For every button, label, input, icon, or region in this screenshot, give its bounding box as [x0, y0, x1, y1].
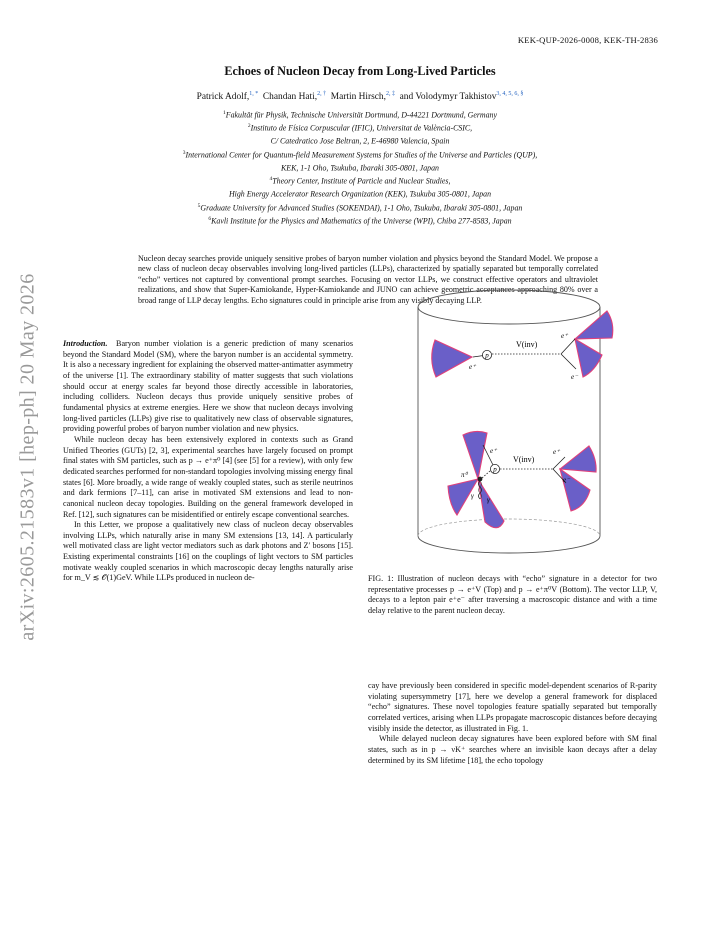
author-mark[interactable]: 2, ‡ [385, 91, 395, 97]
report-number: KEK-QUP-2026-0008, KEK-TH-2836 [517, 35, 658, 45]
svg-text:γ: γ [471, 492, 474, 500]
left-column [63, 339, 353, 584]
affiliation-line: C/ Catedratico Jose Beltran, 2, E-46980 Valencia, Spain [270, 137, 450, 147]
author-mark[interactable]: 2, † [317, 91, 327, 97]
author-name: Martin Hirsch, [330, 92, 386, 103]
body-paragraph: In this Letter, we propose a qualitatively new class of nucleon decay observables involving LLPs, which naturally arise in many SM extensions [13, 14]. A particularly well motivated class are light vector mediators such as dark photons and Z′ bosons [15]. Existing experimental constraints [16] on the couplings of light vectors to SM particles motivate weakly coupled scenarios in which macroscopic decay lengths naturally arise for m_V ≲ 𝒪(1)GeV. While LLPs produced in nucleon de- [63, 520, 353, 583]
author-mark[interactable]: 1, * [249, 91, 259, 97]
right-column [368, 681, 657, 766]
svg-text:e⁻: e⁻ [563, 476, 570, 484]
figure-1 [393, 279, 625, 567]
affiliation-line: $^6$Kavli Institute for the Physics and Mathematics of the Universe (WPI), Chiba 277-8583, Japan [208, 215, 512, 226]
affiliation-line: High Energy Accelerator Research Organization (KEK), Tsukuba 305-0801, Japan [228, 189, 492, 199]
svg-text:e⁺: e⁺ [469, 363, 476, 371]
body-paragraph: While delayed nucleon decay signatures have been explored before with SM final states, such as in p → νK⁺ searches where an invisible kaon decays after a delay determined by its SM lifetime [18], the echo topology [368, 734, 657, 765]
affiliation-line: $^1$Fakultät für Physik, Technische Universität Dortmund, D-44221 Dortmund, Germany [223, 110, 497, 120]
cylinder-top [418, 290, 600, 324]
paper-title: Echoes of Nucleon Decay from Long-Lived Particles [224, 64, 496, 78]
affiliations [0, 108, 720, 227]
cone-mid-down [478, 479, 504, 528]
svg-text:π⁰: π⁰ [461, 471, 468, 479]
body-paragraph: While nucleon decay has been extensively explored in contexts such as Grand Unified Theories (GUTs) [2, 3], experimental searches have largely focused on prompt final states with SM particles, such as p → e⁺π⁰ [4] (see [5] for a review), with only few dedicated searches performed for non-standard topologies involving missing energy final states [6]. More broadly, a wide range of weakly coupled states, such as sterile neutrinos and dark fermions [7–11], can arise in motivated SM extensions and lead to non-canonical nucleon decay topologies. Building on the general framework developed in Ref. [12], such signatures can be misidentified or entirely escape conventional searches. [63, 434, 353, 519]
cylinder-bottom-back [418, 519, 600, 536]
cone-top-right-down [575, 339, 602, 377]
intro-paragraph: Introduction. Baryon number violation is a generic prediction of many scenarios beyond the Standard Model (SM), where the baryon number is an accidental symmetry. It is also a necessary ingredient for explaining the observed matter-antimatter asymmetry of the universe [1]. The extraordinary stability of matter suggests that such violations should occur at energy scales far beyond those directly accessible in laboratories, including colliders. Nucleon decays thus provide uniquely sensitive probes of fundamental physics at extreme energies. Here we show that nucleon decays involving long-lived particles (LLPs) give rise to qualitatively new class of observable signatures, providing powerful probes of baryon number violation and new physics. [63, 339, 354, 434]
svg-text:V(inv): V(inv) [513, 455, 535, 464]
affiliation-line: $^4$Theory Center, Institute of Particle and Nuclear Studies, [269, 176, 451, 186]
cone-top-right-up [575, 311, 613, 339]
author-list [0, 91, 720, 102]
svg-text:p: p [485, 351, 489, 360]
intro-heading: Introduction. [63, 339, 108, 348]
affiliation-line: KEK, 1-1 Oho, Tsukuba, Ibaraki 305-0801, Japan [281, 163, 439, 173]
svg-text:γ: γ [487, 496, 490, 504]
svg-text:V(inv): V(inv) [516, 340, 538, 349]
detector-illustration [393, 279, 625, 567]
author-name: and Volodymyr Takhistov [399, 92, 497, 103]
body-paragraph: cay have previously been considered in specific model-dependent scenarios of R-parity violating supersymmetry [17], here we develop a general framework for displaced “echo” signatures. These novel topologies feature spatially separated but temporally correlated vertices, arising when LLPs propagate macroscopic distances before decaying visibly inside the detector, as illustrated in Fig. 1. [368, 681, 657, 733]
affiliation-line: $^3$International Center for Quantum-field Measurement Systems for Studies of the Universe and Particles (QUP), [182, 149, 538, 160]
cone-top-left [432, 340, 472, 377]
top-process [469, 332, 579, 381]
svg-text:e⁻: e⁻ [571, 373, 578, 381]
svg-text:e⁺: e⁺ [490, 447, 497, 455]
affiliation-line: $^5$Graduate University for Advanced Studies (SOKENDAI), 1-1 Oho, Tsukuba, Ibaraki 305-0801, Japan [197, 202, 523, 213]
author-mark[interactable]: 3, 4, 5, 6, § [496, 91, 524, 97]
figure-caption: FIG. 1: Illustration of nucleon decays with “echo” signature in a detector for two representative processes p → e⁺V (Top) and p → e⁺π⁰V (Bottom). The vector LLP, V, decays to a lepton pair e⁺e⁻ after traversing a macroscopic distance and with a time delay relative to the parent nucleon decay. [368, 574, 657, 615]
pi0-vertex [478, 477, 483, 482]
abstract: Nucleon decay searches provide uniquely sensitive probes of baryon number violation and physics beyond the Standard Model. We propose a new class of nucleon decay observables involving long-lived particles (LLPs), characterized by spatially separated but temporally correlated “echo” vertices not captured by conventional prompt searches. Focusing on vector LLPs, we construct effective operators and ultraviolet realizations, and show that Super-Kamiokande, Hyper-Kamiokande and JUNO can achieve geometric acceptances approaching 80% over a broad range of LLP decay lengths. Echo signatures could in principle arise from any visibly decaying LLP. [138, 254, 598, 305]
arxiv-stamp[interactable]: arXiv:2605.21583v1 [hep-ph] 20 May 2026 [16, 273, 39, 641]
author-name: Chandan Hati, [262, 92, 318, 103]
author-name: Patrick Adolf, [196, 92, 250, 103]
svg-text:p: p [493, 465, 497, 474]
svg-text:e⁺: e⁺ [561, 332, 568, 340]
cylinder-bottom-front [418, 536, 600, 553]
cone-bottom-right-up [560, 446, 596, 472]
svg-text:e⁺: e⁺ [553, 448, 560, 456]
affiliation-line: $^2$Instituto de Física Corpuscular (IFIC), Universitat de València-CSIC, [247, 123, 473, 133]
